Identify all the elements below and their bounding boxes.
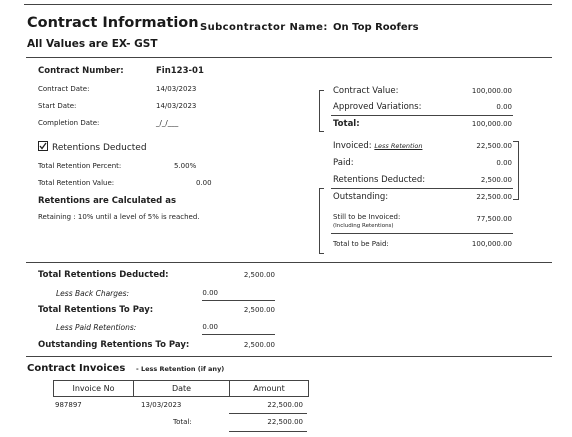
summary-total-label: Total: bbox=[333, 119, 360, 129]
retention-calc-label: Retentions are Calculated as bbox=[38, 196, 177, 206]
total-to-be-paid-label: Total to be Paid: bbox=[333, 240, 389, 248]
invoices-divider bbox=[26, 356, 552, 357]
retention-calc-description: Retaining : 10% until a level of 5% is reached. bbox=[38, 213, 200, 221]
total-retentions-deducted-value: 2,500.00 bbox=[243, 271, 275, 279]
total-retentions-to-pay-label: Total Retentions To Pay: bbox=[38, 305, 154, 315]
invoiced-bracket-top-tick bbox=[513, 141, 518, 142]
paid-label: Paid: bbox=[333, 158, 354, 168]
invoice-amount-cell: 22,500.00 bbox=[267, 401, 303, 409]
contract-date-value[interactable]: 14/03/2023 bbox=[156, 85, 197, 93]
paid-amount[interactable]: 0.00 bbox=[496, 159, 512, 167]
less-paid-retentions-value[interactable]: 0.00 bbox=[202, 323, 218, 331]
start-date-label: Start Date: bbox=[38, 102, 77, 110]
invoiced-amount[interactable]: 22,500.00 bbox=[476, 142, 512, 150]
contract-date-label: Contract Date: bbox=[38, 85, 90, 93]
column-header-invoice-no[interactable]: Invoice No bbox=[72, 384, 115, 393]
invoiced-text: Invoiced: bbox=[333, 141, 372, 151]
contract-value-label: Contract Value: bbox=[333, 86, 399, 96]
summary-bracket-top bbox=[319, 90, 320, 132]
approved-variations-amount[interactable]: 0.00 bbox=[496, 103, 512, 111]
contract-number-label: Contract Number: bbox=[38, 66, 124, 76]
top-divider bbox=[24, 4, 552, 5]
ret-deducted-underline bbox=[331, 188, 513, 189]
less-back-charges-label: Less Back Charges: bbox=[56, 289, 130, 298]
outstanding-retentions-label: Outstanding Retentions To Pay: bbox=[38, 340, 190, 350]
summary-bracket-bottom-tick bbox=[319, 131, 324, 132]
header-divider bbox=[26, 57, 552, 58]
paid-retentions-underline bbox=[202, 334, 275, 335]
total-retentions-to-pay-value: 2,500.00 bbox=[243, 306, 275, 314]
contract-value-amount[interactable]: 100,000.00 bbox=[471, 87, 512, 95]
invoiced-label bbox=[333, 141, 422, 151]
less-back-charges-value[interactable]: 0.00 bbox=[202, 289, 218, 297]
retention-value-label: Total Retention Value: bbox=[38, 179, 115, 187]
less-paid-retentions-label: Less Paid Retentions: bbox=[56, 323, 137, 332]
invoiced-bracket bbox=[518, 141, 519, 200]
table-row[interactable] bbox=[53, 400, 309, 412]
subcontractor-label: Subcontractor Name: bbox=[200, 22, 328, 33]
still-underline bbox=[331, 233, 513, 234]
invoices-total-value: 22,500.00 bbox=[267, 418, 303, 426]
summary-bracket-top-tick bbox=[319, 90, 324, 91]
invoices-total-label: Total: bbox=[173, 418, 192, 426]
retention-percent-value[interactable]: 5.00% bbox=[174, 162, 197, 170]
outstanding-label: Outstanding: bbox=[333, 192, 389, 202]
page-title: Contract Information bbox=[27, 15, 199, 31]
summary-total-amount: 100,000.00 bbox=[471, 120, 512, 128]
retentions-deducted-label: Retentions Deducted bbox=[52, 143, 147, 153]
page-subtitle: All Values are EX- GST bbox=[27, 38, 158, 50]
outstanding-bracket-top-tick bbox=[319, 188, 324, 189]
completion-date-label: Completion Date: bbox=[38, 119, 100, 127]
completion-date-value[interactable]: _/_/___ bbox=[156, 119, 179, 127]
total-underline bbox=[229, 431, 307, 432]
retention-value-value[interactable]: 0.00 bbox=[196, 179, 212, 187]
total-retentions-deducted-label: Total Retentions Deducted: bbox=[38, 270, 169, 280]
still-to-invoice-sublabel: (Including Retentions) bbox=[333, 223, 394, 229]
start-date-value[interactable]: 14/03/2023 bbox=[156, 102, 197, 110]
total-to-be-paid-amount: 100,000.00 bbox=[471, 240, 512, 248]
invoices-title: Contract Invoices bbox=[27, 363, 126, 374]
contract-number-value[interactable]: Fin123-01 bbox=[156, 66, 204, 76]
invoices-table-header bbox=[53, 380, 309, 397]
outstanding-retentions-value: 2,500.00 bbox=[243, 341, 275, 349]
less-retention-link[interactable]: Less Retention bbox=[374, 142, 423, 150]
column-header-date[interactable]: Date bbox=[171, 384, 192, 393]
back-charges-underline bbox=[202, 300, 275, 301]
subcontractor-name[interactable]: On Top Roofers bbox=[333, 22, 419, 33]
invoices-note: - Less Retention (if any) bbox=[136, 365, 225, 373]
outstanding-bracket-bottom-tick bbox=[319, 253, 324, 254]
still-to-invoice-label: Still to be Invoiced: bbox=[333, 213, 401, 221]
row-underline bbox=[229, 413, 307, 414]
retentions-deducted-checkbox[interactable] bbox=[38, 141, 147, 153]
invoice-no-cell[interactable]: 987897 bbox=[55, 401, 82, 409]
approved-variations-label: Approved Variations: bbox=[333, 102, 422, 112]
retentions-deducted-summary-label: Retentions Deducted: bbox=[333, 175, 426, 185]
checkbox-checked-icon[interactable] bbox=[38, 141, 48, 151]
approved-underline bbox=[331, 115, 513, 116]
outstanding-amount: 22,500.00 bbox=[476, 193, 512, 201]
retentions-deducted-summary-amount[interactable]: 2,500.00 bbox=[480, 176, 512, 184]
still-to-invoice-amount: 77,500.00 bbox=[476, 215, 512, 223]
invoice-date-cell: 13/03/2023 bbox=[141, 401, 182, 409]
invoiced-bracket-bottom-tick bbox=[513, 199, 518, 200]
outstanding-bracket bbox=[319, 188, 320, 254]
column-header-amount[interactable]: Amount bbox=[253, 384, 285, 393]
mid-divider bbox=[26, 262, 552, 263]
retention-percent-label: Total Retention Percent: bbox=[38, 162, 122, 170]
